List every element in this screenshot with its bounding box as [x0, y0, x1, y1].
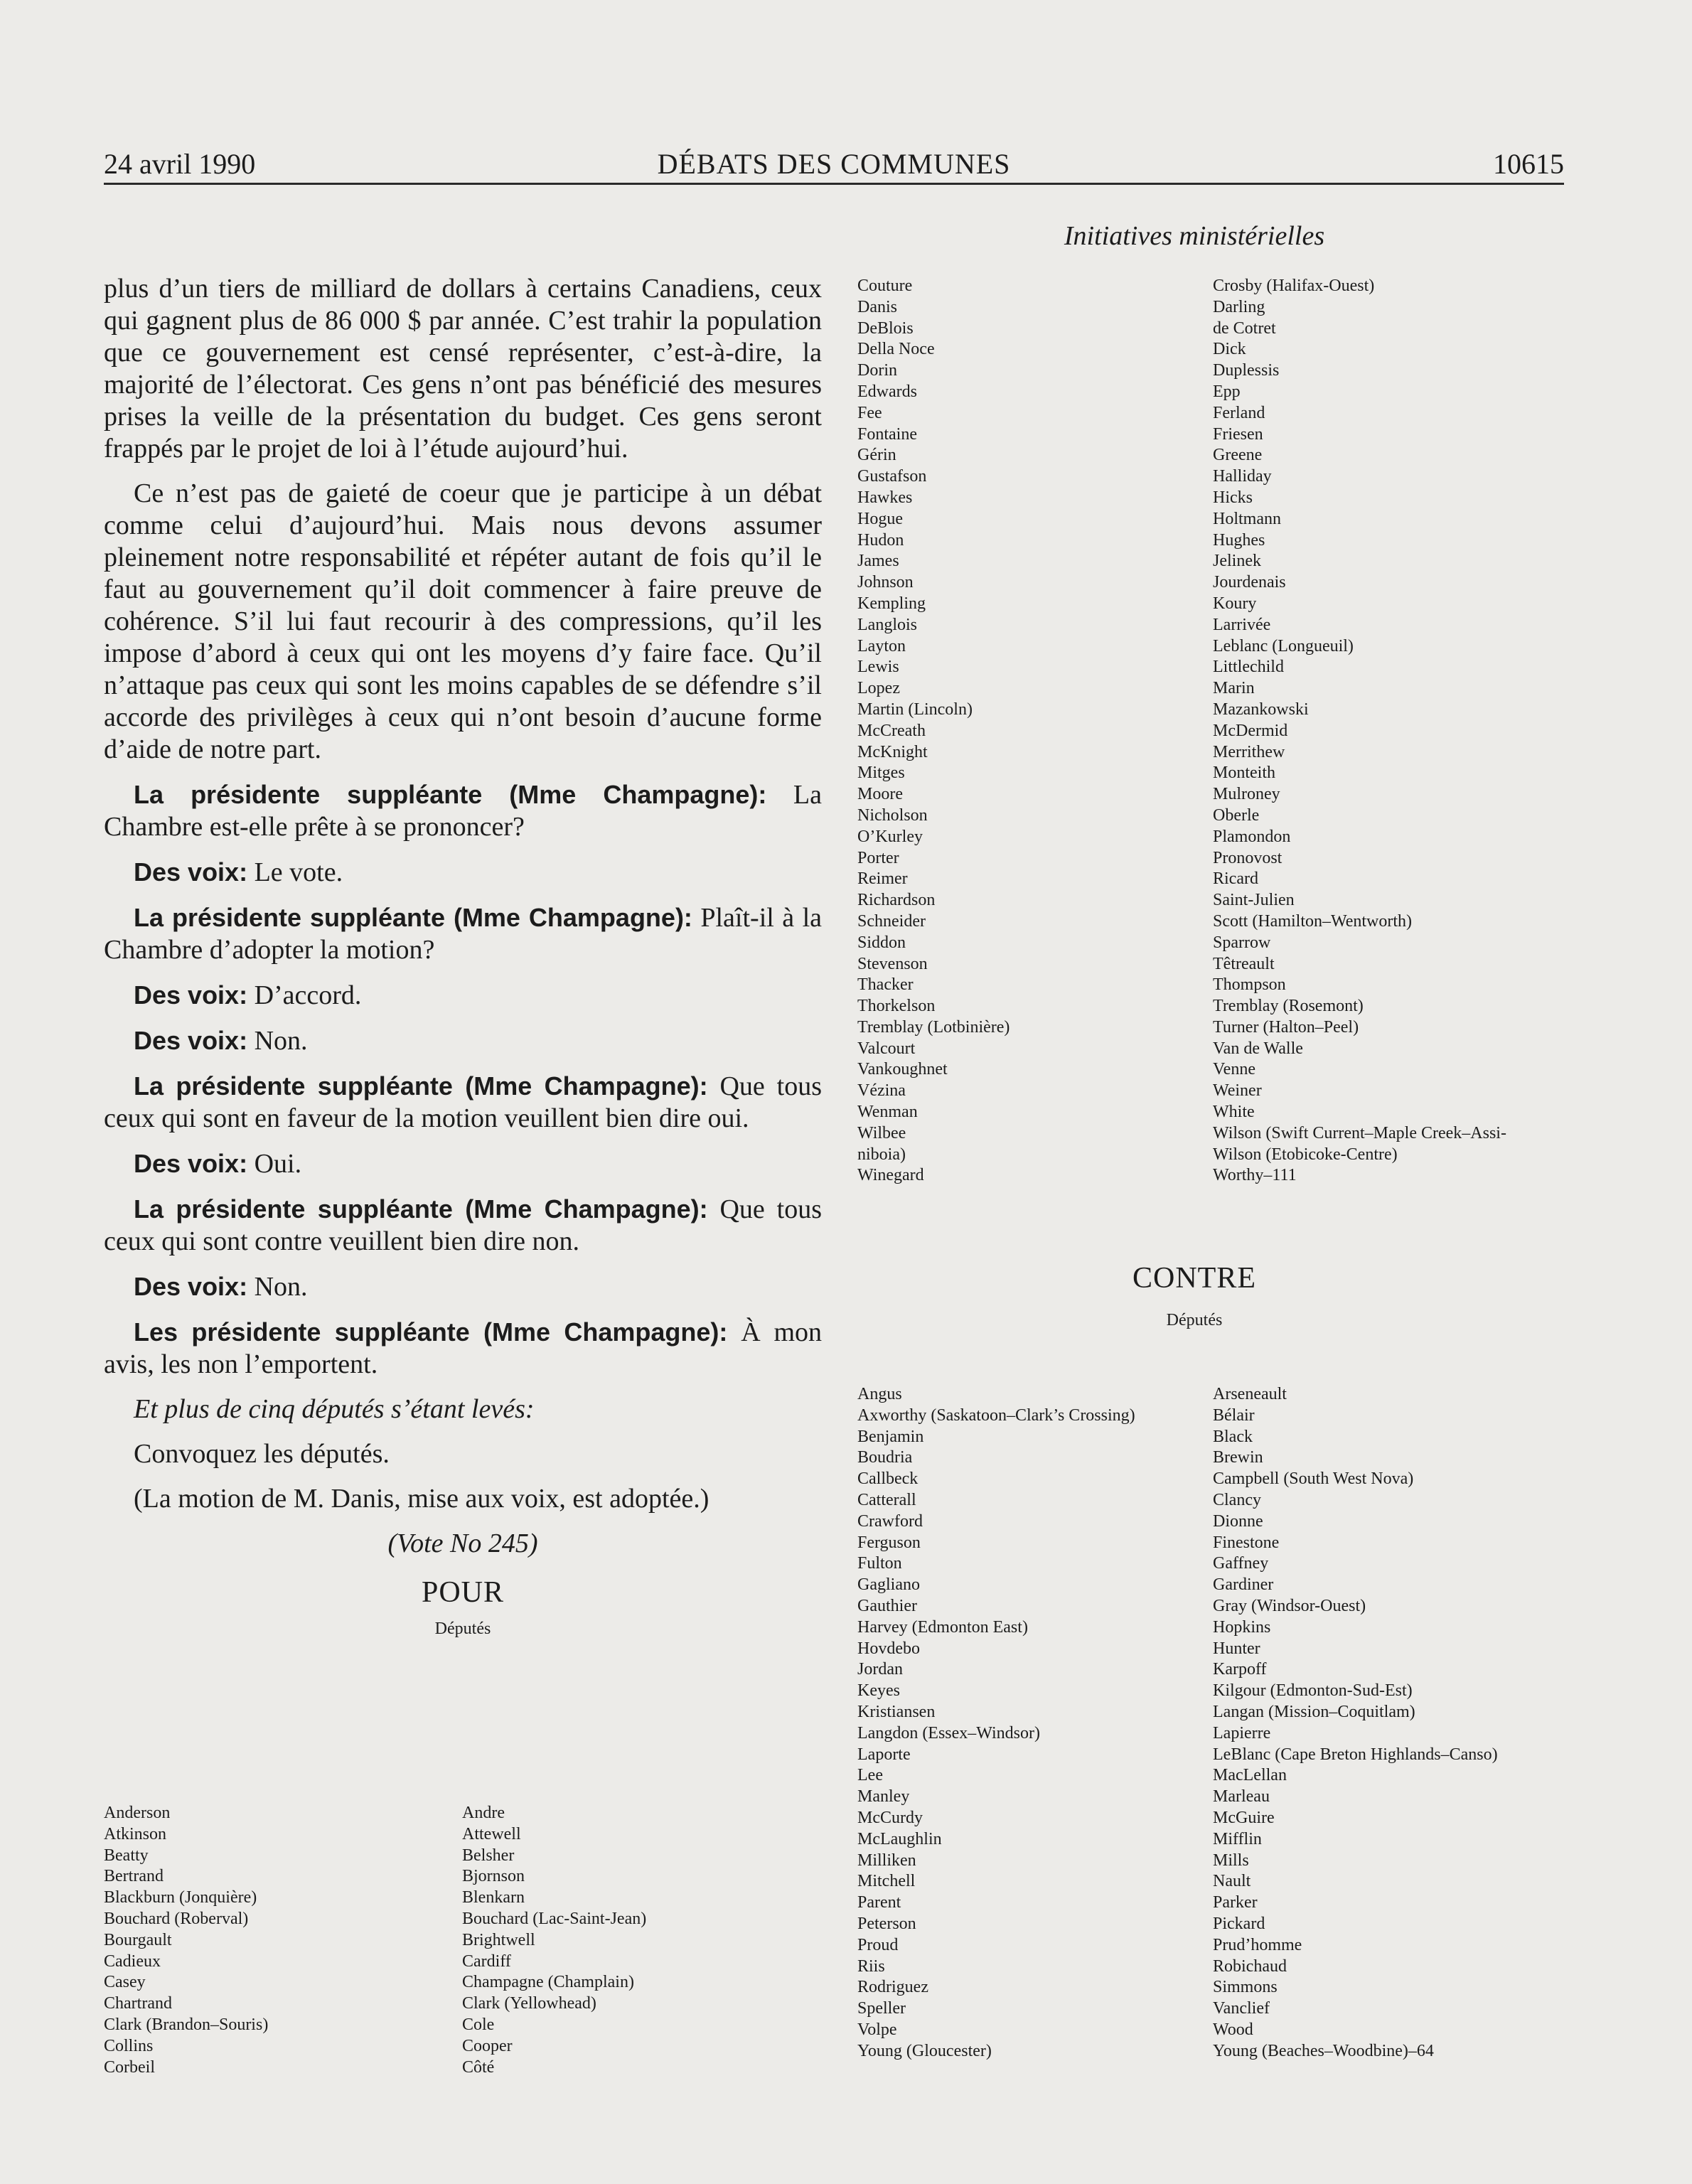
member-name: Darling	[1213, 297, 1265, 316]
member-name: McCreath	[857, 721, 926, 740]
page-number: 10615	[1493, 148, 1564, 180]
member-name: Bourgault	[104, 1930, 172, 1949]
member-name: Hicks	[1213, 488, 1253, 507]
member-name: Oberle	[1213, 805, 1260, 825]
member-name: Chartrand	[104, 1994, 172, 2013]
member-name: Lapierre	[1213, 1723, 1271, 1743]
intervention	[104, 901, 822, 966]
debate-text	[104, 273, 822, 1652]
member-name: Parker	[1213, 1893, 1258, 1912]
member-name: MacLellan	[1213, 1766, 1287, 1785]
contre-heading: CONTRE	[1133, 1262, 1256, 1295]
intervention	[104, 1316, 822, 1381]
member-name: DeBlois	[857, 318, 914, 338]
speech: Non.	[247, 1272, 308, 1302]
member-name: Siddon	[857, 933, 906, 952]
member-name: Sparrow	[1213, 933, 1271, 952]
member-name: Hawkes	[857, 488, 913, 507]
speaker: Des voix:	[134, 1026, 248, 1055]
member-name: Pronovost	[1213, 848, 1283, 867]
speaker: Des voix:	[134, 1149, 248, 1178]
intervention	[104, 979, 822, 1012]
member-name: Crosby (Halifax-Ouest)	[1213, 277, 1375, 295]
member-name: Riis	[857, 1956, 885, 1976]
member-name: Holtmann	[1213, 509, 1281, 528]
member-name: Ferland	[1213, 403, 1265, 422]
contre-subheading: Députés	[1166, 1311, 1223, 1329]
paragraph: Convoquez les députés.	[134, 1439, 390, 1469]
speaker: La présidente suppléante (Mme Champagne):	[134, 1071, 708, 1101]
speaker: Des voix:	[134, 980, 248, 1010]
member-name: Worthy–111	[1213, 1166, 1297, 1185]
member-name: Callbeck	[857, 1470, 919, 1489]
member-name: Karpoff	[1213, 1660, 1267, 1679]
member-name: Fee	[857, 403, 882, 422]
member-name: Epp	[1213, 382, 1241, 401]
member-name: Jourdenais	[1213, 573, 1286, 592]
member-name: Wilbee	[857, 1123, 906, 1142]
member-name: Gustafson	[857, 467, 927, 486]
member-name: Cole	[462, 2015, 495, 2034]
member-name: Della Noce	[857, 340, 935, 359]
speaker: La présidente suppléante (Mme Champagne):	[134, 1194, 708, 1224]
member-name: Larrivée	[1213, 615, 1271, 634]
member-name: Milliken	[857, 1851, 916, 1870]
member-name: Lewis	[857, 658, 899, 677]
member-name: Lee	[857, 1766, 883, 1785]
member-name: Langan (Mission–Coquitlam)	[1213, 1702, 1415, 1721]
member-name: Prud’homme	[1213, 1935, 1302, 1954]
member-name: McLaughlin	[857, 1829, 942, 1848]
member-name: Corbeil	[104, 2057, 155, 2077]
member-name: Pickard	[1213, 1914, 1265, 1933]
member-name: Hogue	[857, 509, 903, 528]
member-name: Rodriguez	[857, 1978, 928, 1997]
intervention	[104, 856, 822, 889]
journal-title: DÉBATS DES COMMUNES	[657, 148, 1011, 180]
member-name: Laporte	[857, 1745, 911, 1764]
member-name: Angus	[857, 1385, 902, 1403]
member-name: Hudon	[857, 530, 904, 550]
member-name: Kempling	[857, 594, 926, 613]
member-name: Finestone	[1213, 1533, 1280, 1552]
paragraph: Ce n’est pas de gaieté de coeur que je participe à un débat comme celui d’aujourd’hui. Mais nous devons assumer pleinement notre responsabilité et répéter autant de fois qu’il le faut au gouvernement qu’il doit commencer à faire preuve de cohérence. S’il lui faut recourir à des compressions, qu’il les impose d’abord à ceux qui ont les moyens d’y faire face. Qu’il n’attaque pas ceux qui sont les moins capables de se défendre s’il accorde des privilèges à ceux qui n’ont besoin d’aucune forme d’aide de notre part.	[104, 478, 822, 764]
member-name: Volpe	[857, 2020, 897, 2039]
member-name: Jelinek	[1213, 552, 1261, 571]
member-name: Mitges	[857, 764, 905, 783]
member-name: McCurdy	[857, 1808, 923, 1827]
member-name: Bouchard (Roberval)	[104, 1909, 249, 1928]
speech: D’accord.	[247, 980, 362, 1010]
member-name: Atkinson	[104, 1824, 167, 1843]
pour-names-col-4	[1213, 276, 1506, 1187]
member-name: Bjornson	[462, 1867, 525, 1886]
member-name: Arseneault	[1213, 1385, 1287, 1403]
member-name: Martin (Lincoln)	[857, 700, 973, 719]
member-name: Wenman	[857, 1103, 918, 1122]
member-name: Halliday	[1213, 467, 1272, 486]
member-name: Andre	[462, 1804, 505, 1822]
pour-names-col-3	[857, 276, 1010, 1187]
member-name: Johnson	[857, 573, 914, 592]
member-name: Brewin	[1213, 1448, 1263, 1467]
contre-names-col-2	[1213, 1384, 1498, 2062]
member-name: Campbell (South West Nova)	[1213, 1470, 1414, 1489]
pour-names-col-2	[462, 1803, 646, 2078]
member-name: Gagliano	[857, 1575, 920, 1595]
intervention	[104, 1270, 822, 1303]
member-name: Gauthier	[857, 1596, 917, 1615]
member-name: Leblanc (Longueuil)	[1213, 636, 1354, 655]
member-name: Gray (Windsor-Ouest)	[1213, 1596, 1366, 1615]
member-name: Crawford	[857, 1511, 923, 1531]
member-name: Blenkarn	[462, 1888, 525, 1907]
member-name: Marin	[1213, 679, 1255, 698]
member-name: Ferguson	[857, 1533, 921, 1552]
member-name: Catterall	[857, 1490, 916, 1509]
stage-direction: Et plus de cinq députés s’étant levés:	[134, 1394, 535, 1424]
speech: Le vote.	[247, 857, 343, 887]
member-name: Greene	[1213, 446, 1263, 465]
member-name: Wilson (Etobicoke-Centre)	[1213, 1145, 1398, 1164]
member-name: Hopkins	[1213, 1617, 1271, 1637]
pour-heading: POUR	[421, 1576, 505, 1609]
member-name: Saint-Julien	[1213, 891, 1295, 910]
member-name: Gaffney	[1213, 1554, 1269, 1573]
member-name: Bertrand	[104, 1867, 164, 1886]
speaker: Des voix:	[134, 857, 248, 887]
speech: La Chambre est-elle prête à se prononcer?	[104, 780, 822, 842]
member-name: Mitchell	[857, 1872, 916, 1891]
member-name: Duplessis	[1213, 361, 1280, 380]
member-name: Brightwell	[462, 1930, 535, 1949]
member-name: Gardiner	[1213, 1575, 1274, 1595]
member-name: Porter	[857, 848, 899, 867]
member-name: Richardson	[857, 891, 936, 910]
member-name: Koury	[1213, 594, 1257, 613]
member-name: Wilson (Swift Current–Maple Creek–Assi-	[1213, 1123, 1506, 1142]
member-name: Vanclief	[1213, 1999, 1270, 2018]
member-name: Beatty	[104, 1846, 149, 1865]
member-name: Clark (Yellowhead)	[462, 1994, 596, 2013]
member-name: Scott (Hamilton–Wentworth)	[1213, 911, 1413, 931]
member-name: Mulroney	[1213, 785, 1280, 804]
intervention	[104, 1070, 822, 1135]
member-name: de Cotret	[1213, 318, 1276, 338]
member-name: Casey	[104, 1973, 146, 1992]
member-name: Danis	[857, 297, 897, 316]
pour-subheading: Députés	[434, 1620, 491, 1638]
member-name: Champagne (Champlain)	[462, 1973, 634, 1992]
member-name: Fontaine	[857, 424, 917, 444]
page-header	[104, 146, 1564, 185]
member-name: Tremblay (Lotbinière)	[857, 1017, 1010, 1037]
member-name: Merrithew	[1213, 742, 1285, 761]
member-name: Friesen	[1213, 424, 1263, 444]
member-name: Valcourt	[857, 1039, 916, 1058]
member-name: Black	[1213, 1427, 1253, 1446]
member-name: Anderson	[104, 1804, 171, 1822]
member-name: Kristiansen	[857, 1702, 936, 1721]
member-name: Vankoughnet	[857, 1060, 948, 1079]
member-name: James	[857, 552, 899, 571]
member-name: Dorin	[857, 361, 897, 380]
member-name: Nicholson	[857, 805, 928, 825]
member-name: Manley	[857, 1787, 910, 1806]
member-name: Venne	[1213, 1060, 1255, 1079]
member-name: Bouchard (Lac-Saint-Jean)	[462, 1909, 647, 1928]
member-name: Nault	[1213, 1872, 1251, 1891]
vote-number: (Vote No 245)	[387, 1529, 538, 1558]
member-name: Vézina	[857, 1081, 906, 1101]
member-name: Boudria	[857, 1448, 913, 1467]
paragraph: plus d’un tiers de milliard de dollars à certains Canadiens, ceux qui gagnent plus de 86 000 $ par année. C’est trahir la population que ce gouvernement est censé représenter, c’est-à-dire, la majorité de l’électorat. Ces gens n’ont pas bénéficié des mesures prises la veille de la présentation du budget. Ces gens seront frappés par le projet de loi à l’étude aujourd’hui.	[104, 274, 822, 464]
member-name: Dick	[1213, 340, 1246, 359]
section-title: Initiatives ministérielles	[1064, 221, 1325, 251]
member-name: Fulton	[857, 1554, 902, 1573]
member-name: Weiner	[1213, 1081, 1262, 1101]
member-name: Van de Walle	[1213, 1039, 1303, 1058]
member-name: Young (Beaches–Woodbine)–64	[1213, 2041, 1434, 2060]
member-name: Speller	[857, 1999, 906, 2018]
member-name: McGuire	[1213, 1808, 1275, 1827]
member-name: Kilgour (Edmonton-Sud-Est)	[1213, 1681, 1413, 1701]
member-name: Clancy	[1213, 1490, 1261, 1509]
member-name: Jordan	[857, 1660, 903, 1679]
member-name: Ricard	[1213, 869, 1258, 889]
member-name: Moore	[857, 785, 903, 804]
speech: À mon avis, les non l’emportent.	[104, 1317, 823, 1379]
member-name: McKnight	[857, 742, 928, 761]
member-name: Gérin	[857, 446, 896, 465]
pour-names-col-1	[104, 1803, 268, 2078]
speech: Oui.	[247, 1149, 302, 1179]
contre-names-col-1	[857, 1384, 1135, 2062]
speaker: Les présidente suppléante (Mme Champagne):	[134, 1317, 728, 1347]
member-name: White	[1213, 1103, 1255, 1122]
member-name: Littlechild	[1213, 658, 1284, 677]
intervention	[104, 1147, 822, 1180]
member-name: Mifflin	[1213, 1829, 1262, 1848]
member-name: Couture	[857, 277, 913, 295]
speech: Plaît-il à la Chambre d’adopter la motion?	[104, 903, 822, 965]
member-name: Benjamin	[857, 1427, 924, 1446]
speaker: La présidente suppléante (Mme Champagne):	[134, 780, 767, 809]
member-name: Peterson	[857, 1914, 916, 1933]
member-name: Hovdebo	[857, 1639, 920, 1658]
member-name: Dionne	[1213, 1511, 1263, 1531]
member-name: Hunter	[1213, 1639, 1260, 1658]
member-name: LeBlanc (Cape Breton Highlands–Canso)	[1213, 1745, 1498, 1764]
member-name: niboia)	[857, 1145, 906, 1164]
member-name: Clark (Brandon–Souris)	[104, 2015, 269, 2034]
speech: Que tous ceux qui sont en faveur de la motion veuillent bien dire oui.	[104, 1071, 822, 1133]
member-name: Blackburn (Jonquière)	[104, 1888, 257, 1907]
member-name: Mazankowski	[1213, 700, 1309, 719]
intervention	[104, 1024, 822, 1057]
member-name: Plamondon	[1213, 827, 1291, 846]
member-name: Young (Gloucester)	[857, 2041, 992, 2060]
member-name: Bélair	[1213, 1406, 1255, 1425]
member-name: Collins	[104, 2036, 154, 2055]
member-name: Langdon (Essex–Windsor)	[857, 1723, 1040, 1743]
member-name: O’Kurley	[857, 827, 923, 846]
member-name: Langlois	[857, 615, 917, 634]
header-date: 24 avril 1990	[104, 148, 256, 180]
member-name: Harvey (Edmonton East)	[857, 1617, 1028, 1637]
member-name: McDermid	[1213, 721, 1288, 740]
member-name: Simmons	[1213, 1978, 1278, 1997]
member-name: Tremblay (Rosemont)	[1213, 997, 1364, 1016]
member-name: Marleau	[1213, 1787, 1270, 1806]
member-name: Proud	[857, 1935, 899, 1954]
motion-result: (La motion de M. Danis, mise aux voix, est adoptée.)	[134, 1484, 710, 1514]
member-name: Monteith	[1213, 764, 1275, 783]
member-name: Thompson	[1213, 975, 1286, 995]
member-name: Hughes	[1213, 530, 1265, 550]
member-name: Cadieux	[104, 1952, 161, 1971]
speaker: Des voix:	[134, 1272, 248, 1301]
intervention	[104, 778, 822, 843]
member-name: Schneider	[857, 911, 926, 931]
member-name: Reimer	[857, 869, 908, 889]
member-name: Cooper	[462, 2036, 513, 2055]
member-name: Côté	[462, 2057, 495, 2077]
intervention	[104, 1193, 822, 1258]
member-name: Thacker	[857, 975, 914, 995]
member-name: Cardiff	[462, 1952, 511, 1971]
speech: Que tous ceux qui sont contre veuillent bien dire non.	[104, 1194, 822, 1256]
member-name: Parent	[857, 1893, 901, 1912]
member-name: Robichaud	[1213, 1956, 1287, 1976]
member-name: Winegard	[857, 1166, 924, 1185]
member-name: Thorkelson	[857, 997, 936, 1016]
speech: Non.	[247, 1026, 308, 1056]
member-name: Layton	[857, 636, 906, 655]
member-name: Wood	[1213, 2020, 1253, 2039]
member-name: Mills	[1213, 1851, 1249, 1870]
member-name: Edwards	[857, 382, 917, 401]
contre-heading-wrap	[825, 1261, 1564, 1343]
member-name: Lopez	[857, 679, 900, 698]
speaker: La présidente suppléante (Mme Champagne):	[134, 903, 692, 932]
member-name: Turner (Halton–Peel)	[1213, 1017, 1359, 1037]
member-name: Attewell	[462, 1824, 521, 1843]
member-name: Stevenson	[857, 954, 928, 973]
member-name: Keyes	[857, 1681, 900, 1701]
member-name: Belsher	[462, 1846, 515, 1865]
member-name: Axworthy (Saskatoon–Clark’s Crossing)	[857, 1406, 1135, 1425]
member-name: Têtreault	[1213, 954, 1275, 973]
